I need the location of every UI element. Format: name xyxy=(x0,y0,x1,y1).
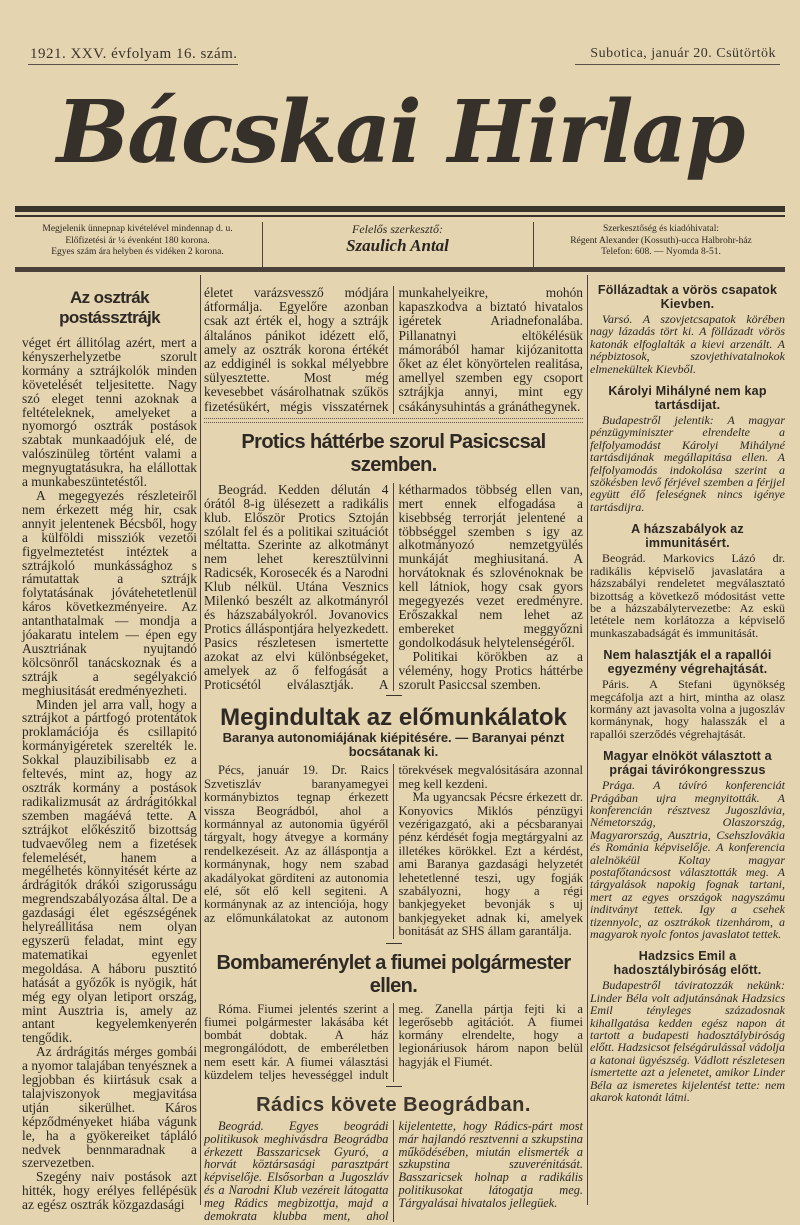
paragraph: Az árdrágitás mérges gombái a nyomor talajában tenyésznek a legjobban és kiirtásuk csak a talajviszonyok megjavitása utján sikerülhet. Káros képződményeket hiába vágunk le, ha a gyökereiket tápláló nedvek bennmaradnak a szervezetben. xyxy=(22,1044,197,1171)
dateline: Subotica, január 20. Csütörtök xyxy=(590,46,776,61)
news-text: Páris. A Stefani ügynökség megcáfolja azt a hirt, mintha az olasz kormány azt javasolta volna a jugoszláv kormánynak, hogy halasszák el a rapallói szerződés végrehajtását. xyxy=(590,677,785,741)
paragraph: Politikai körökben az a vélemény, hogy Protics háttérbe szorult Pasiccsal szemben. xyxy=(398,648,583,692)
column-rule xyxy=(587,275,588,1205)
article-baranya xyxy=(204,764,583,938)
info-line: Megjelenik ünnepnap kivételével mindennap d. u. xyxy=(42,224,233,234)
paragraph: véget ért állitólag azért, mert a kényszerhelyzetbe szorult kormány a sztrájkolók minden követelését teljesitette. Nagy szó eleget tenni azoknak a feltételeknek, amelyeket a nyomorgó osztrák postások szabtak munkaadójuk elé, de valószinüleg történt valami a megnyugtatásukra, ha elállottak a munkabeszüntetéstől. xyxy=(22,335,197,490)
subscription-info xyxy=(15,224,260,266)
masthead-rule xyxy=(15,206,785,212)
editor-name: Szaulich Antal xyxy=(346,235,449,255)
columns-2-3 xyxy=(204,286,583,1222)
article-end-dash xyxy=(386,695,402,696)
paragraph: Szegény naiv postások azt hitték, hogy erélyes fellépésük az egész osztrák közgazdasági xyxy=(22,1169,197,1213)
headline-fiume: Bombamerénylet a fiumei polgármester ellen. xyxy=(216,951,571,997)
news-title: Föllázadtak a vörös csapatok Kievben. xyxy=(597,283,778,311)
info-line: Előfizetési ár ¼ évenként 180 korona. xyxy=(65,235,210,246)
issue-number: 1921. XXV. évfolyam 16. szám. xyxy=(30,46,238,62)
article-protics xyxy=(204,483,583,692)
info-line: Egyes szám ára helyben és vidéken 2 korona. xyxy=(51,247,224,257)
column-4 xyxy=(590,284,785,1114)
headline-radics: Rádics követe Beográdban. xyxy=(256,1093,531,1116)
divider xyxy=(533,222,534,268)
section-rule xyxy=(204,418,583,423)
paragraph: Beográd. Kedden délután 4 órától 8-ig ülésezett a radikális klub. Először Protics Sztoján szólalt fel és a politikai szituációt méltatta. Szerinte az alkotmányt nem lehet keresztülvinni Radicsék, Korosecék és a Narodni Klub nélkül. Utána Vesznics Milenkó beszélt az alkotmányról és házszabályokról. Jovanovics Protics álláspontjára helyezkedett. Pasics részletesen ismertette azokat az elvi különbségeket, amelyek az ő felfogását a Proticsétól elválasztják. A kétharmados többség ellen van, mert ennek elfogadása a kisebbség terrorját jelentené a többséggel szemben s igy az alkotmányozó nemzetgyülés munkáját meghiusitaná. A horvátoknak és szlovénoknak be kell látniok, hogy csak gyors megegyezés vezet eredményre. Erőszakkal nem lehet az embereket meggyőzni gondolkodásuk helytelenségéről. xyxy=(204,481,583,692)
news-title: Hadzsics Emil a hadosztálybiróság előtt. xyxy=(613,949,762,977)
paragraph: Pécs, január 19. Dr. Raics Szvetiszláv baranyamegyei kormánybiztos tegnap érkezett vissza Beográdból, ahol a kormánnyal az autonomia ügyéről tárgyalt, hogy átvegye a kormány rendelkezéseit. Az az álláspontja a kormánynak, hogy nem szabad akadályokat görditeni az autonomia elé, sőt elő kell segiteni. A kormánynak az az intenciója, hogy az előmunkálatokat az autonom törekvések megvalósitására azonnal meg kell kezdeni. xyxy=(204,763,583,925)
sidebar-news-1 xyxy=(590,284,785,375)
article-radics xyxy=(204,1120,583,1222)
office-info xyxy=(536,224,786,266)
news-title: A házszabályok az immunitásért. xyxy=(631,522,744,550)
masthead-rule xyxy=(15,215,785,217)
editor-label: Felelős szerkesztő: xyxy=(352,222,443,236)
sidebar-news-4 xyxy=(590,649,785,740)
column-rule xyxy=(200,275,201,1205)
news-text: Budapestről jelentik: A magyar pénzügyminiszter elrendelte a felfolyamodást Károlyi Mihályné tartásdijának megállapitása ellen. A felfolyamodás indokolása szerint a szökésben levő férjével szemben a férjjel együtt élő feleségnek nincs igénye tartásdijra. xyxy=(590,413,785,514)
news-title: Károlyi Mihályné nem kap tartásdijat. xyxy=(608,384,767,412)
paragraph: életet varázsvessző módjára átformálja. Egyelőre azonban csak azt érték el, hogy a sztrájk általános pánikot idézett elő, amely az osztrák korona értékét az eddiginél is sokkal mélyebbre sülyesztette. Most még kevesebbet vásárolhatnak szűkös fizetésükért, mégis visszatérnek munkahelyeikre, mohón kapaszkodva a biztató hivatalos igéretek Ariadnefonalába. Pillanatnyi eltökélésük mámorából hamar kijózanitotta őket az élet könyörtelen realitása, amellyel szemben egy csoport sztrájkja annyi, mint egy csákánysuhintás a gránáthegynek. xyxy=(204,285,583,414)
news-text: Varsó. A szovjetcsapatok körében nagy lázadás tört ki. A föllázadt vörös katonák elfoglalták a kievi arzenált. A népbiztosok, szovjethivatalnokok elmenekültek Kievből. xyxy=(590,312,785,376)
news-text: Prága. A távíró konferenciát Prágában ujra megnyitották. A konferencián résztvesz Jugoszlávia, Németország, Olaszország, Magyarország, Ausztria, Csehszlovákia és Románia képviselője. A konferencia alelnökéül Koltay magyar postafőtanácsost választották meg. A tárgyalások napokig fognak tartani, mert az egyes országok nagyszámu inditványt tettek. Igy a csehek tizennyolc, az osztrákok tizenhárom, a magyarok nyolc fontos javaslatot tettek. xyxy=(590,778,785,942)
column-1 xyxy=(22,288,197,1212)
news-text: Budapestről táviratozzák nekünk: Linder Béla volt adjutánsának Hadzsics Emil tényleges századosnak kihallgatása kedden egész napon át tartott a budapesti hadosztálybiróság előtt. Hadzsicsot felségárulással vádolja a katonai ügyészség. Vádlott részletesen ismertette azt a jelenetet, amikor Linder Béla az ismeretes kijelentést tette: nem akarok katonát látni. xyxy=(590,978,785,1105)
paragraph: Ma ugyancsak Pécsre érkezett dr. Konyovics Miklós pénzügyi vezérigazgató, aki a pécsbaranyai pénz kérdését fogja megtárgyalni az illetékes körökkel. Ezt a kérdést, ami Baranya gazdasági helyzetét lehetetlenné teszi, ugy fogják szabályozni, hogy a régi bankjegyeket bevonják s uj bankjegyeket adnak ki, amelyek bonitását az SHS állam garantálja. xyxy=(398,790,583,939)
headline-baranya: Megindultak az előmunkálatok xyxy=(220,704,567,732)
news-title: Nem halasztják el a rapallói egyezmény végrehajtását. xyxy=(603,648,772,676)
paragraph: Róma. Fiumei jelentés szerint a fiumei polgármester lakásába két bombát dobtak. A ház megrongálódott, de emberéletben nem esett kár. A fiumei választási küzdelem teljes hevességgel indult meg. Zanella pártja fejti ki a legerősebb agitációt. A fiumei kormány elrendelte, hogy a legionáriusok három napon belül hagyják el Fiumét. xyxy=(204,1001,583,1082)
info-line: Régent Alexander (Kossuth)-ucca Halbrohr-ház xyxy=(570,235,752,246)
editor-info xyxy=(265,224,530,266)
news-title: Magyar elnököt választott a prágai távirókongresszus xyxy=(603,749,772,777)
sidebar-news-6 xyxy=(590,950,785,1103)
masthead xyxy=(10,60,790,206)
sidebar-news-2 xyxy=(590,385,785,513)
sidebar-news-5 xyxy=(590,750,785,940)
info-line: Szerkesztőség és kiadóhivatal: xyxy=(602,224,720,234)
divider xyxy=(262,222,263,268)
news-text: Beográd. Markovics Lázó dr. radikális képviselő javaslatára a házszabályi rendeletet megválasztató bizottság a következő módositást vette be a házszabálytervezetbe: Az eskü letétele nem korlátozza a képviselő munkaszabadságát és immunitását. xyxy=(590,551,785,640)
article-postasztrajk xyxy=(22,336,197,1212)
article-end-dash xyxy=(386,1086,402,1087)
paragraph: A megegyezés részleteiről nem érkezett még hir, csak annyit jelentenek Bécsből, hogy a külföldi missziók vezetői figyelmeztetést intéztek a sztrájkoló munkássághoz s rámutattak a sztrájk folytatásának jóvátehetetlenül káros következményeire. Az antanthatalmak — mondja a jóakaratu intelem — épen egy Ausztriának nyujtandó kölcsönről tanácskoznak és a sztrájk a segélyakció meghiusitását eredményezheti. xyxy=(22,487,197,698)
header-rule xyxy=(15,267,785,272)
article-fiume xyxy=(204,1003,583,1082)
masthead-logo: Bácskai Hirlap xyxy=(56,82,744,183)
article-end-dash xyxy=(386,943,402,944)
headline-postasztrajk: Az osztrák postássztrájk xyxy=(59,288,160,327)
subheadline-baranya: Baranya autonomiájának kiépitésére. — Baranyai pénzt bocsátanak ki. xyxy=(222,730,565,760)
paragraph: Minden jel arra vall, hogy a sztrájkot a pártfogó protentátok proklamációja és csillapitó kormányigéretek szerelték le. Sokkal plauzibilisabb ez a feltevés, mint az, hogy az osztrák kormány a postások radikalizmusát az árdrágitókkal szemben magáévá tette. A sztrájkot előkészitő bizottság tudvaevőleg nem a fizetések felemelését, hanem a megélhetés könnyitését kérte az árdrágitók drákói szigorusságu megrendszabályozása által. De a gazdasági élet egészségének helyreállitása nem olyan egyszerü feladat, mint egy matematikai egyenlet megoldása. A háboru pusztitó hatását a győzők is nyögik, hát még egy olyan letiport ország, mint Ausztria is, amely az antant kegyelemkenyerén tengődik. xyxy=(22,696,197,1046)
sidebar-news-3 xyxy=(590,523,785,639)
article-postasztrajk-continuation xyxy=(204,286,583,414)
headline-protics: Protics háttérbe szorul Pasicscsal szemben. xyxy=(241,430,546,476)
paragraph: Beográd. Egyes beográdi politikusok meghivásdra Beográdba érkezett Basszaricsek Gyuró, a horvát köztársasági parasztpárt képviselője. Elsősorban a Jugoszláv és a Narodni Klub vezéreit látogatta meg Rádics megbizottja, majd a demokrata klubba ment, ahol kijelentette, hogy Rádics-párt most már hajlandó resztvenni a szkupstina működésében, miután elismerték a szkupstina szuverénitását. Basszaricsek holnap a radikális politikusokat látogatja meg. Tárgyalásai hivatalos jellegüek. xyxy=(204,1118,583,1223)
info-line: Telefon: 608. — Nyomda 8-51. xyxy=(601,247,721,257)
